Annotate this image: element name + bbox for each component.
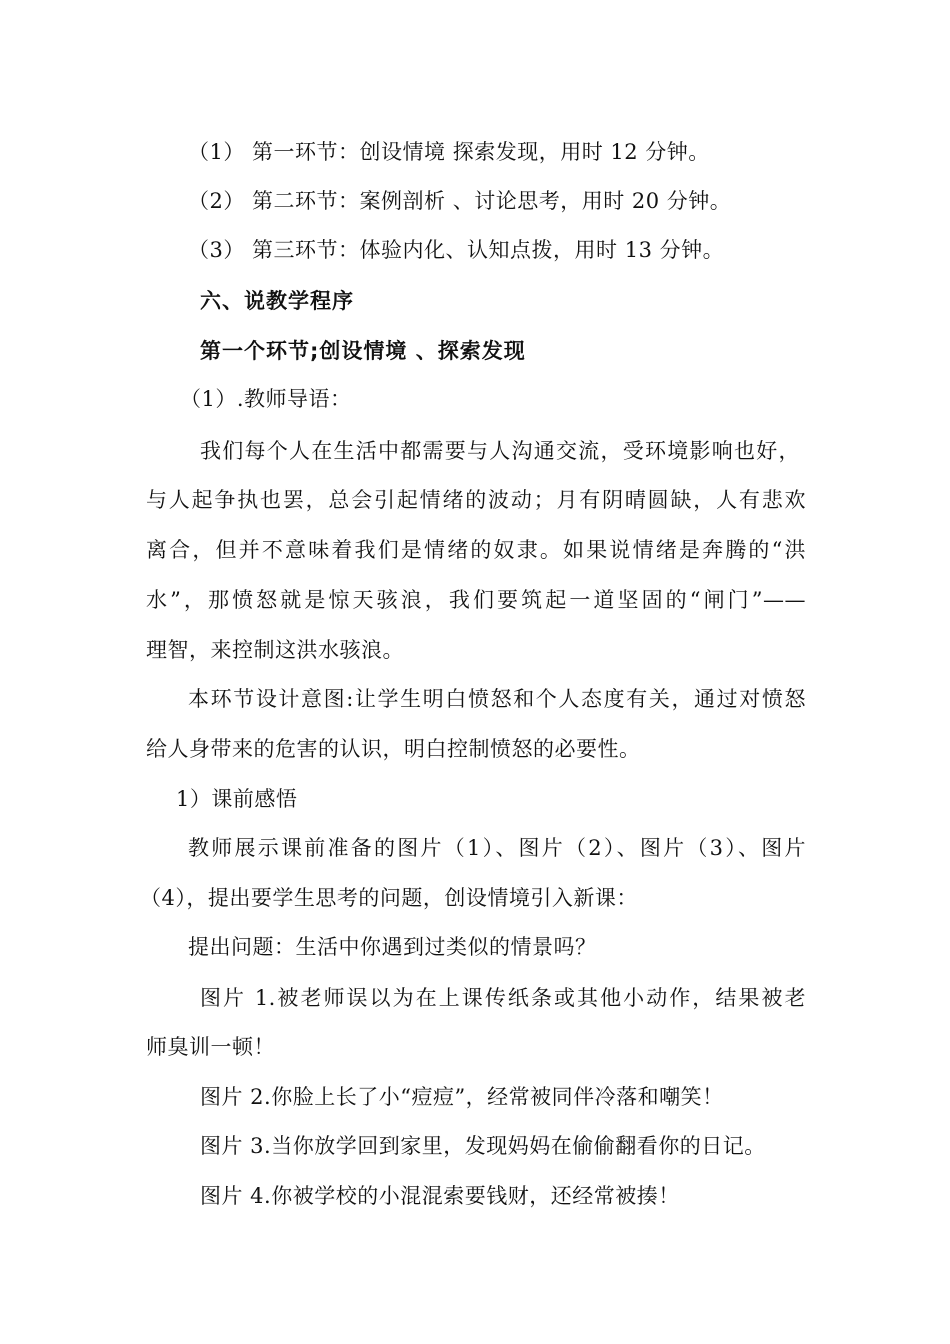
intro-line-1: 我们每个人在生活中都需要与人沟通交流，受环境影响也好， [200,439,800,463]
section-heading: 六、说教学程序 [200,289,354,313]
schedule-item-2: （2） 第二环节：案例剖析 、讨论思考，用时 20 分钟。 [188,189,732,213]
picture4-line: 图片 4.你被学校的小混混索要钱财，还经常被揍！ [200,1184,680,1208]
teacher-show-line-1: 教师展示课前准备的图片（1）、图片（2）、图片（3）、图片 [188,836,806,860]
picture2-line: 图片 2.你脸上长了小“痘痘”，经常被同伴冷落和嘲笑！ [200,1085,724,1109]
picture1-line-2: 师臭训一顿！ [146,1035,275,1059]
item2-title: 1）课前感悟 [176,787,298,811]
picture3-line: 图片 3.当你放学回到家里，发现妈妈在偷偷翻看你的日记。 [200,1134,766,1158]
question-line: 提出问题：生活中你遇到过类似的情景吗？ [188,935,597,959]
schedule-item-1: （1） 第一环节：创设情境 探索发现，用时 12 分钟。 [188,140,710,164]
intro-line-4: 水”，那愤怒就是惊天骇浪，我们要筑起一道坚固的“闸门”—— [146,588,806,612]
design-intent-line-2: 给人身带来的危害的认识，明白控制愤怒的必要性。 [146,737,641,761]
teacher-show-line-2: （4），提出要学生思考的问题，创设情境引入新课： [140,886,638,910]
intro-line-2: 与人起争执也罢，总会引起情绪的波动；月有阴晴圆缺，人有悲欢 [146,488,806,512]
intro-line-5: 理智，来控制这洪水骇浪。 [146,638,404,662]
subsection-heading: 第一个环节;创设情境 、探索发现 [200,339,526,363]
picture1-line-1: 图片 1.被老师误以为在上课传纸条或其他小动作，结果被老 [200,986,806,1010]
intro-line-3: 离合，但并不意味着我们是情绪的奴隶。如果说情绪是奔腾的“洪 [146,538,806,562]
schedule-item-3: （3） 第三环节：体验内化、认知点拨，用时 13 分钟。 [188,238,725,262]
design-intent-line-1: 本环节设计意图:让学生明白愤怒和个人态度有关，通过对愤怒 [188,687,806,711]
item1-title: （1）.教师导语： [180,387,352,411]
